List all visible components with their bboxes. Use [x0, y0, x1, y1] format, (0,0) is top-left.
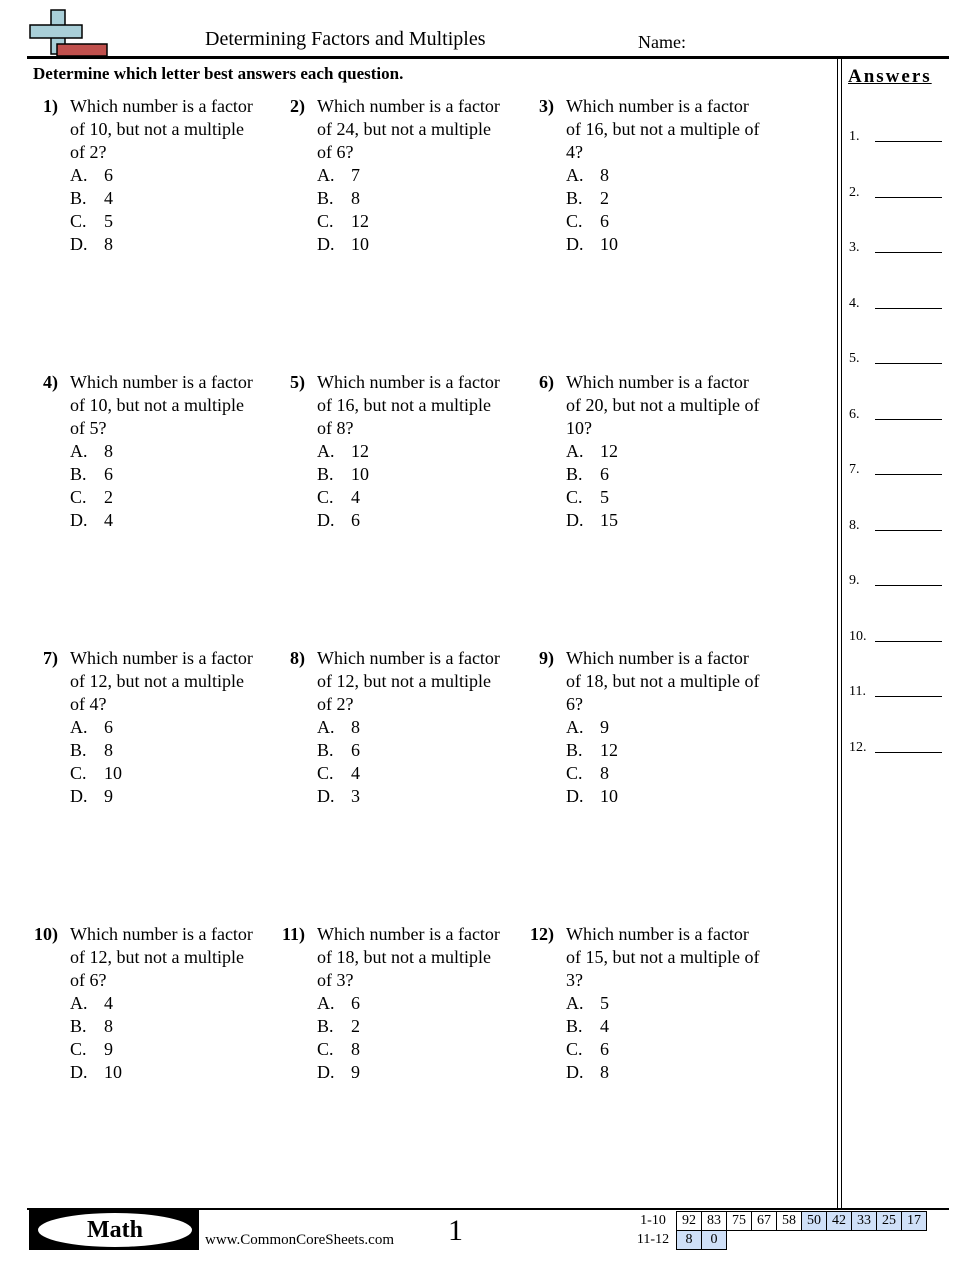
answer-slot	[849, 185, 945, 201]
option-letter: D.	[317, 1062, 335, 1082]
option-value: 7	[351, 165, 360, 185]
question-body	[566, 647, 776, 808]
question-body	[566, 923, 776, 1084]
option-letter: D.	[70, 786, 88, 806]
question-text-line: of 6?	[70, 970, 107, 990]
score-cell: 58	[777, 1212, 802, 1231]
answer-blank[interactable]	[875, 585, 942, 586]
option-letter: C.	[566, 1039, 583, 1059]
answer-slot	[849, 351, 945, 367]
answer-option	[566, 187, 776, 210]
option-letter: C.	[70, 211, 87, 231]
answer-slot	[849, 296, 945, 312]
option-letter: A.	[70, 717, 88, 737]
answer-number: 10.	[849, 628, 867, 644]
score-table	[630, 1211, 927, 1250]
answer-number: 3.	[849, 240, 860, 255]
question-number: 9)	[539, 648, 554, 668]
option-value: 9	[351, 1062, 360, 1082]
option-letter: A.	[317, 165, 335, 185]
answer-option	[317, 187, 527, 210]
answer-option	[317, 716, 527, 739]
question-text-line: Which number is a factor	[70, 924, 253, 944]
option-value: 6	[104, 165, 113, 185]
question-number: 4)	[43, 372, 58, 392]
answer-option	[566, 164, 776, 187]
answer-option	[70, 486, 280, 509]
question-text-line: Which number is a factor	[317, 648, 500, 668]
option-value: 8	[104, 740, 113, 760]
answer-blank[interactable]	[875, 252, 942, 253]
option-value: 4	[351, 487, 360, 507]
question-text-line: 4?	[566, 142, 583, 162]
question-body	[317, 647, 527, 808]
question-body	[70, 647, 280, 808]
option-value: 3	[351, 786, 360, 806]
question-text-line: of 12, but not a multiple	[70, 671, 244, 691]
question-body	[566, 95, 776, 256]
question-text-line: 6?	[566, 694, 583, 714]
question-number: 10)	[34, 924, 58, 944]
option-value: 4	[600, 1016, 609, 1036]
score-cell: 0	[702, 1231, 727, 1250]
option-letter: D.	[566, 786, 584, 806]
option-letter: A.	[70, 441, 88, 461]
question-text-line: of 6?	[317, 142, 354, 162]
answer-number: 11.	[849, 684, 866, 699]
question-number: 7)	[43, 648, 58, 668]
score-row	[630, 1231, 927, 1250]
option-value: 8	[104, 1016, 113, 1036]
answer-option	[70, 1061, 280, 1084]
option-letter: C.	[566, 211, 583, 231]
option-value: 10	[351, 234, 369, 254]
option-letter: B.	[70, 464, 87, 484]
option-letter: C.	[317, 1039, 334, 1059]
option-letter: B.	[566, 464, 583, 484]
option-letter: A.	[70, 993, 88, 1013]
score-row-label: 1-10	[640, 1213, 666, 1228]
option-letter: C.	[566, 763, 583, 783]
option-value: 4	[104, 188, 113, 208]
question-number: 11)	[281, 924, 305, 944]
option-value: 6	[351, 510, 360, 530]
answer-option	[317, 164, 527, 187]
question-body	[317, 923, 527, 1084]
option-value: 8	[351, 717, 360, 737]
question-text-line: of 18, but not a multiple	[317, 947, 491, 967]
option-letter: C.	[70, 1039, 87, 1059]
option-letter: C.	[70, 763, 87, 783]
header-divider	[27, 56, 949, 59]
option-letter: C.	[70, 487, 87, 507]
option-letter: A.	[317, 993, 335, 1013]
option-letter: D.	[566, 510, 584, 530]
answer-option	[317, 1015, 527, 1038]
option-value: 9	[104, 786, 113, 806]
option-letter: B.	[566, 1016, 583, 1036]
option-letter: A.	[70, 165, 88, 185]
answer-option	[70, 1015, 280, 1038]
question-text-line: of 16, but not a multiple	[317, 395, 491, 415]
option-value: 8	[351, 1039, 360, 1059]
question-number: 6)	[539, 372, 554, 392]
option-value: 8	[351, 188, 360, 208]
answer-option	[70, 187, 280, 210]
question-text-line: of 8?	[317, 418, 354, 438]
answer-number: 6.	[849, 406, 860, 422]
answer-option	[70, 739, 280, 762]
option-value: 6	[351, 740, 360, 760]
answer-slot	[849, 518, 945, 534]
option-value: 9	[600, 717, 609, 737]
score-empty-cell	[752, 1231, 777, 1250]
page-number: 1	[448, 1214, 463, 1247]
question-text-line: Which number is a factor	[70, 96, 253, 116]
question-text-line: of 24, but not a multiple	[317, 119, 491, 139]
option-value: 9	[104, 1039, 113, 1059]
score-row-label: 11-12	[636, 1232, 670, 1247]
option-letter: B.	[317, 464, 334, 484]
answer-column-divider	[837, 59, 838, 1209]
answer-option	[70, 762, 280, 785]
score-cell: 67	[752, 1212, 777, 1231]
score-cell: 92	[677, 1212, 702, 1231]
option-value: 8	[600, 1062, 609, 1082]
option-letter: D.	[317, 234, 335, 254]
option-letter: C.	[317, 211, 334, 231]
option-letter: D.	[317, 510, 335, 530]
answer-number: 9.	[849, 573, 860, 588]
answers-heading: Answers	[848, 66, 932, 87]
answer-option	[317, 509, 527, 532]
option-value: 10	[104, 1062, 122, 1082]
score-empty-cell	[877, 1231, 902, 1250]
answer-option	[70, 440, 280, 463]
option-value: 8	[104, 234, 113, 254]
option-letter: D.	[566, 234, 584, 254]
option-letter: B.	[317, 188, 334, 208]
answer-number: 4.	[849, 295, 860, 311]
score-cell: 75	[727, 1212, 752, 1231]
option-value: 5	[600, 487, 609, 507]
option-value: 10	[104, 763, 122, 783]
option-value: 6	[600, 464, 609, 484]
answer-blank[interactable]	[875, 308, 942, 309]
answer-slot	[849, 129, 945, 145]
option-value: 10	[351, 464, 369, 484]
option-value: 8	[600, 165, 609, 185]
question-text-line: of 20, but not a multiple of	[566, 395, 760, 415]
question-text-line: Which number is a factor	[566, 96, 749, 116]
question-text-line: 10?	[566, 418, 592, 438]
answer-blank[interactable]	[875, 419, 942, 420]
score-cell: 25	[877, 1212, 902, 1231]
question-text-line: Which number is a factor	[317, 372, 500, 392]
answer-slot	[849, 740, 945, 756]
question-body	[317, 95, 527, 256]
option-letter: A.	[566, 165, 584, 185]
option-value: 8	[600, 763, 609, 783]
question-text-line: Which number is a factor	[566, 648, 749, 668]
answer-option	[566, 992, 776, 1015]
answer-number: 2.	[849, 184, 860, 200]
answer-option	[317, 785, 527, 808]
option-letter: A.	[317, 441, 335, 461]
answer-option	[70, 992, 280, 1015]
option-value: 12	[351, 441, 369, 461]
question-text-line: of 3?	[317, 970, 354, 990]
option-letter: B.	[70, 1016, 87, 1036]
answer-option	[70, 716, 280, 739]
option-letter: B.	[566, 740, 583, 760]
option-value: 4	[104, 993, 113, 1013]
question-number: 1)	[43, 96, 58, 116]
option-value: 10	[600, 234, 618, 254]
question-number: 12)	[530, 924, 554, 944]
score-empty-cell	[802, 1231, 827, 1250]
answer-option	[317, 739, 527, 762]
option-letter: B.	[317, 740, 334, 760]
question-body	[70, 923, 280, 1084]
score-empty-cell	[852, 1231, 877, 1250]
answer-option	[566, 463, 776, 486]
answer-blank[interactable]	[875, 141, 942, 142]
answer-option	[566, 210, 776, 233]
answer-option	[317, 440, 527, 463]
question-text-line: Which number is a factor	[566, 372, 749, 392]
question-text-line: Which number is a factor	[70, 648, 253, 668]
answer-option	[317, 1061, 527, 1084]
option-letter: D.	[70, 510, 88, 530]
option-letter: B.	[317, 1016, 334, 1036]
score-cell: 17	[902, 1212, 927, 1231]
option-letter: A.	[566, 441, 584, 461]
site-url: www.CommonCoreSheets.com	[205, 1232, 395, 1248]
option-value: 6	[104, 717, 113, 737]
option-letter: D.	[70, 1062, 88, 1082]
question-body	[70, 95, 280, 256]
subject-label: Math	[38, 1213, 192, 1247]
option-value: 6	[351, 993, 360, 1013]
option-value: 2	[351, 1016, 360, 1036]
answer-slot	[849, 684, 945, 700]
question-text-line: of 10, but not a multiple	[70, 119, 244, 139]
answer-option	[566, 233, 776, 256]
question-text-line: of 18, but not a multiple of	[566, 671, 760, 691]
option-value: 12	[600, 740, 618, 760]
answer-option	[566, 1015, 776, 1038]
answer-option	[566, 762, 776, 785]
answer-option	[317, 233, 527, 256]
question-text-line: Which number is a factor	[317, 924, 500, 944]
answer-slot	[849, 573, 945, 589]
answer-slot	[849, 407, 945, 423]
score-cell: 50	[802, 1212, 827, 1231]
score-cell: 42	[827, 1212, 852, 1231]
score-empty-cell	[827, 1231, 852, 1250]
option-value: 8	[104, 441, 113, 461]
answer-option	[317, 762, 527, 785]
option-letter: C.	[317, 487, 334, 507]
option-value: 12	[600, 441, 618, 461]
option-letter: C.	[566, 487, 583, 507]
option-letter: A.	[566, 717, 584, 737]
answer-number: 12.	[849, 739, 867, 755]
option-value: 5	[600, 993, 609, 1013]
option-letter: A.	[566, 993, 584, 1013]
score-empty-cell	[777, 1231, 802, 1250]
answer-blank[interactable]	[875, 474, 942, 475]
option-value: 4	[351, 763, 360, 783]
option-value: 5	[104, 211, 113, 231]
answer-option	[317, 486, 527, 509]
answer-number: 7.	[849, 462, 860, 477]
question-text-line: of 4?	[70, 694, 107, 714]
question-body	[70, 371, 280, 532]
score-cell: 83	[702, 1212, 727, 1231]
question-number: 5)	[290, 372, 305, 392]
question-text-line: of 2?	[70, 142, 107, 162]
question-text-line: 3?	[566, 970, 583, 990]
option-value: 2	[600, 188, 609, 208]
question-text-line: Which number is a factor	[566, 924, 749, 944]
option-value: 4	[104, 510, 113, 530]
option-letter: D.	[566, 1062, 584, 1082]
answer-option	[70, 1038, 280, 1061]
score-empty-cell	[902, 1231, 927, 1250]
answer-slot	[849, 240, 945, 256]
option-value: 12	[351, 211, 369, 231]
score-empty-cell	[727, 1231, 752, 1250]
answer-option	[317, 210, 527, 233]
option-letter: B.	[566, 188, 583, 208]
option-value: 6	[104, 464, 113, 484]
answer-option	[317, 992, 527, 1015]
question-text-line: of 5?	[70, 418, 107, 438]
answer-option	[70, 509, 280, 532]
answer-slot	[849, 629, 945, 645]
option-letter: B.	[70, 188, 87, 208]
option-value: 6	[600, 1039, 609, 1059]
answer-option	[317, 463, 527, 486]
name-label: Name:	[638, 32, 686, 52]
answer-column-divider	[841, 59, 842, 1209]
question-text-line: of 10, but not a multiple	[70, 395, 244, 415]
answer-blank[interactable]	[875, 641, 942, 642]
worksheet-title: Determining Factors and Multiples	[205, 28, 486, 50]
option-value: 15	[600, 510, 618, 530]
question-text-line: of 12, but not a multiple	[317, 671, 491, 691]
answer-blank[interactable]	[875, 696, 942, 697]
question-body	[566, 371, 776, 532]
option-letter: B.	[70, 740, 87, 760]
answer-option	[70, 785, 280, 808]
question-text-line: of 16, but not a multiple of	[566, 119, 760, 139]
question-number: 8)	[290, 648, 305, 668]
answer-option	[70, 164, 280, 187]
option-letter: D.	[317, 786, 335, 806]
question-body	[317, 371, 527, 532]
option-value: 6	[600, 211, 609, 231]
answer-option	[566, 486, 776, 509]
answer-option	[566, 1038, 776, 1061]
answer-slot	[849, 462, 945, 478]
instructions: Determine which letter best answers each question.	[33, 64, 404, 83]
question-text-line: Which number is a factor	[70, 372, 253, 392]
score-cell: 33	[852, 1212, 877, 1231]
question-text-line: of 15, but not a multiple of	[566, 947, 760, 967]
question-text-line: Which number is a factor	[317, 96, 500, 116]
answer-option	[566, 509, 776, 532]
option-letter: C.	[317, 763, 334, 783]
answer-number: 5.	[849, 351, 860, 366]
score-cell: 8	[677, 1231, 702, 1250]
answer-option	[566, 739, 776, 762]
question-number: 3)	[539, 96, 554, 116]
answer-option	[566, 716, 776, 739]
option-value: 10	[600, 786, 618, 806]
answer-blank[interactable]	[875, 530, 942, 531]
option-value: 2	[104, 487, 113, 507]
answer-number: 8.	[849, 517, 860, 533]
score-row	[630, 1212, 927, 1231]
question-text-line: of 2?	[317, 694, 354, 714]
answer-option	[566, 1061, 776, 1084]
option-letter: A.	[317, 717, 335, 737]
answer-option	[566, 785, 776, 808]
answer-number: 1.	[849, 129, 860, 144]
question-number: 2)	[290, 96, 305, 116]
answer-blank[interactable]	[875, 197, 942, 198]
answer-option	[70, 210, 280, 233]
option-letter: D.	[70, 234, 88, 254]
math-operations-logo-icon	[27, 8, 109, 58]
answer-option	[70, 463, 280, 486]
answer-option	[317, 1038, 527, 1061]
answer-blank[interactable]	[875, 363, 942, 364]
answer-option	[566, 440, 776, 463]
answer-blank[interactable]	[875, 752, 942, 753]
question-text-line: of 12, but not a multiple	[70, 947, 244, 967]
answer-option	[70, 233, 280, 256]
